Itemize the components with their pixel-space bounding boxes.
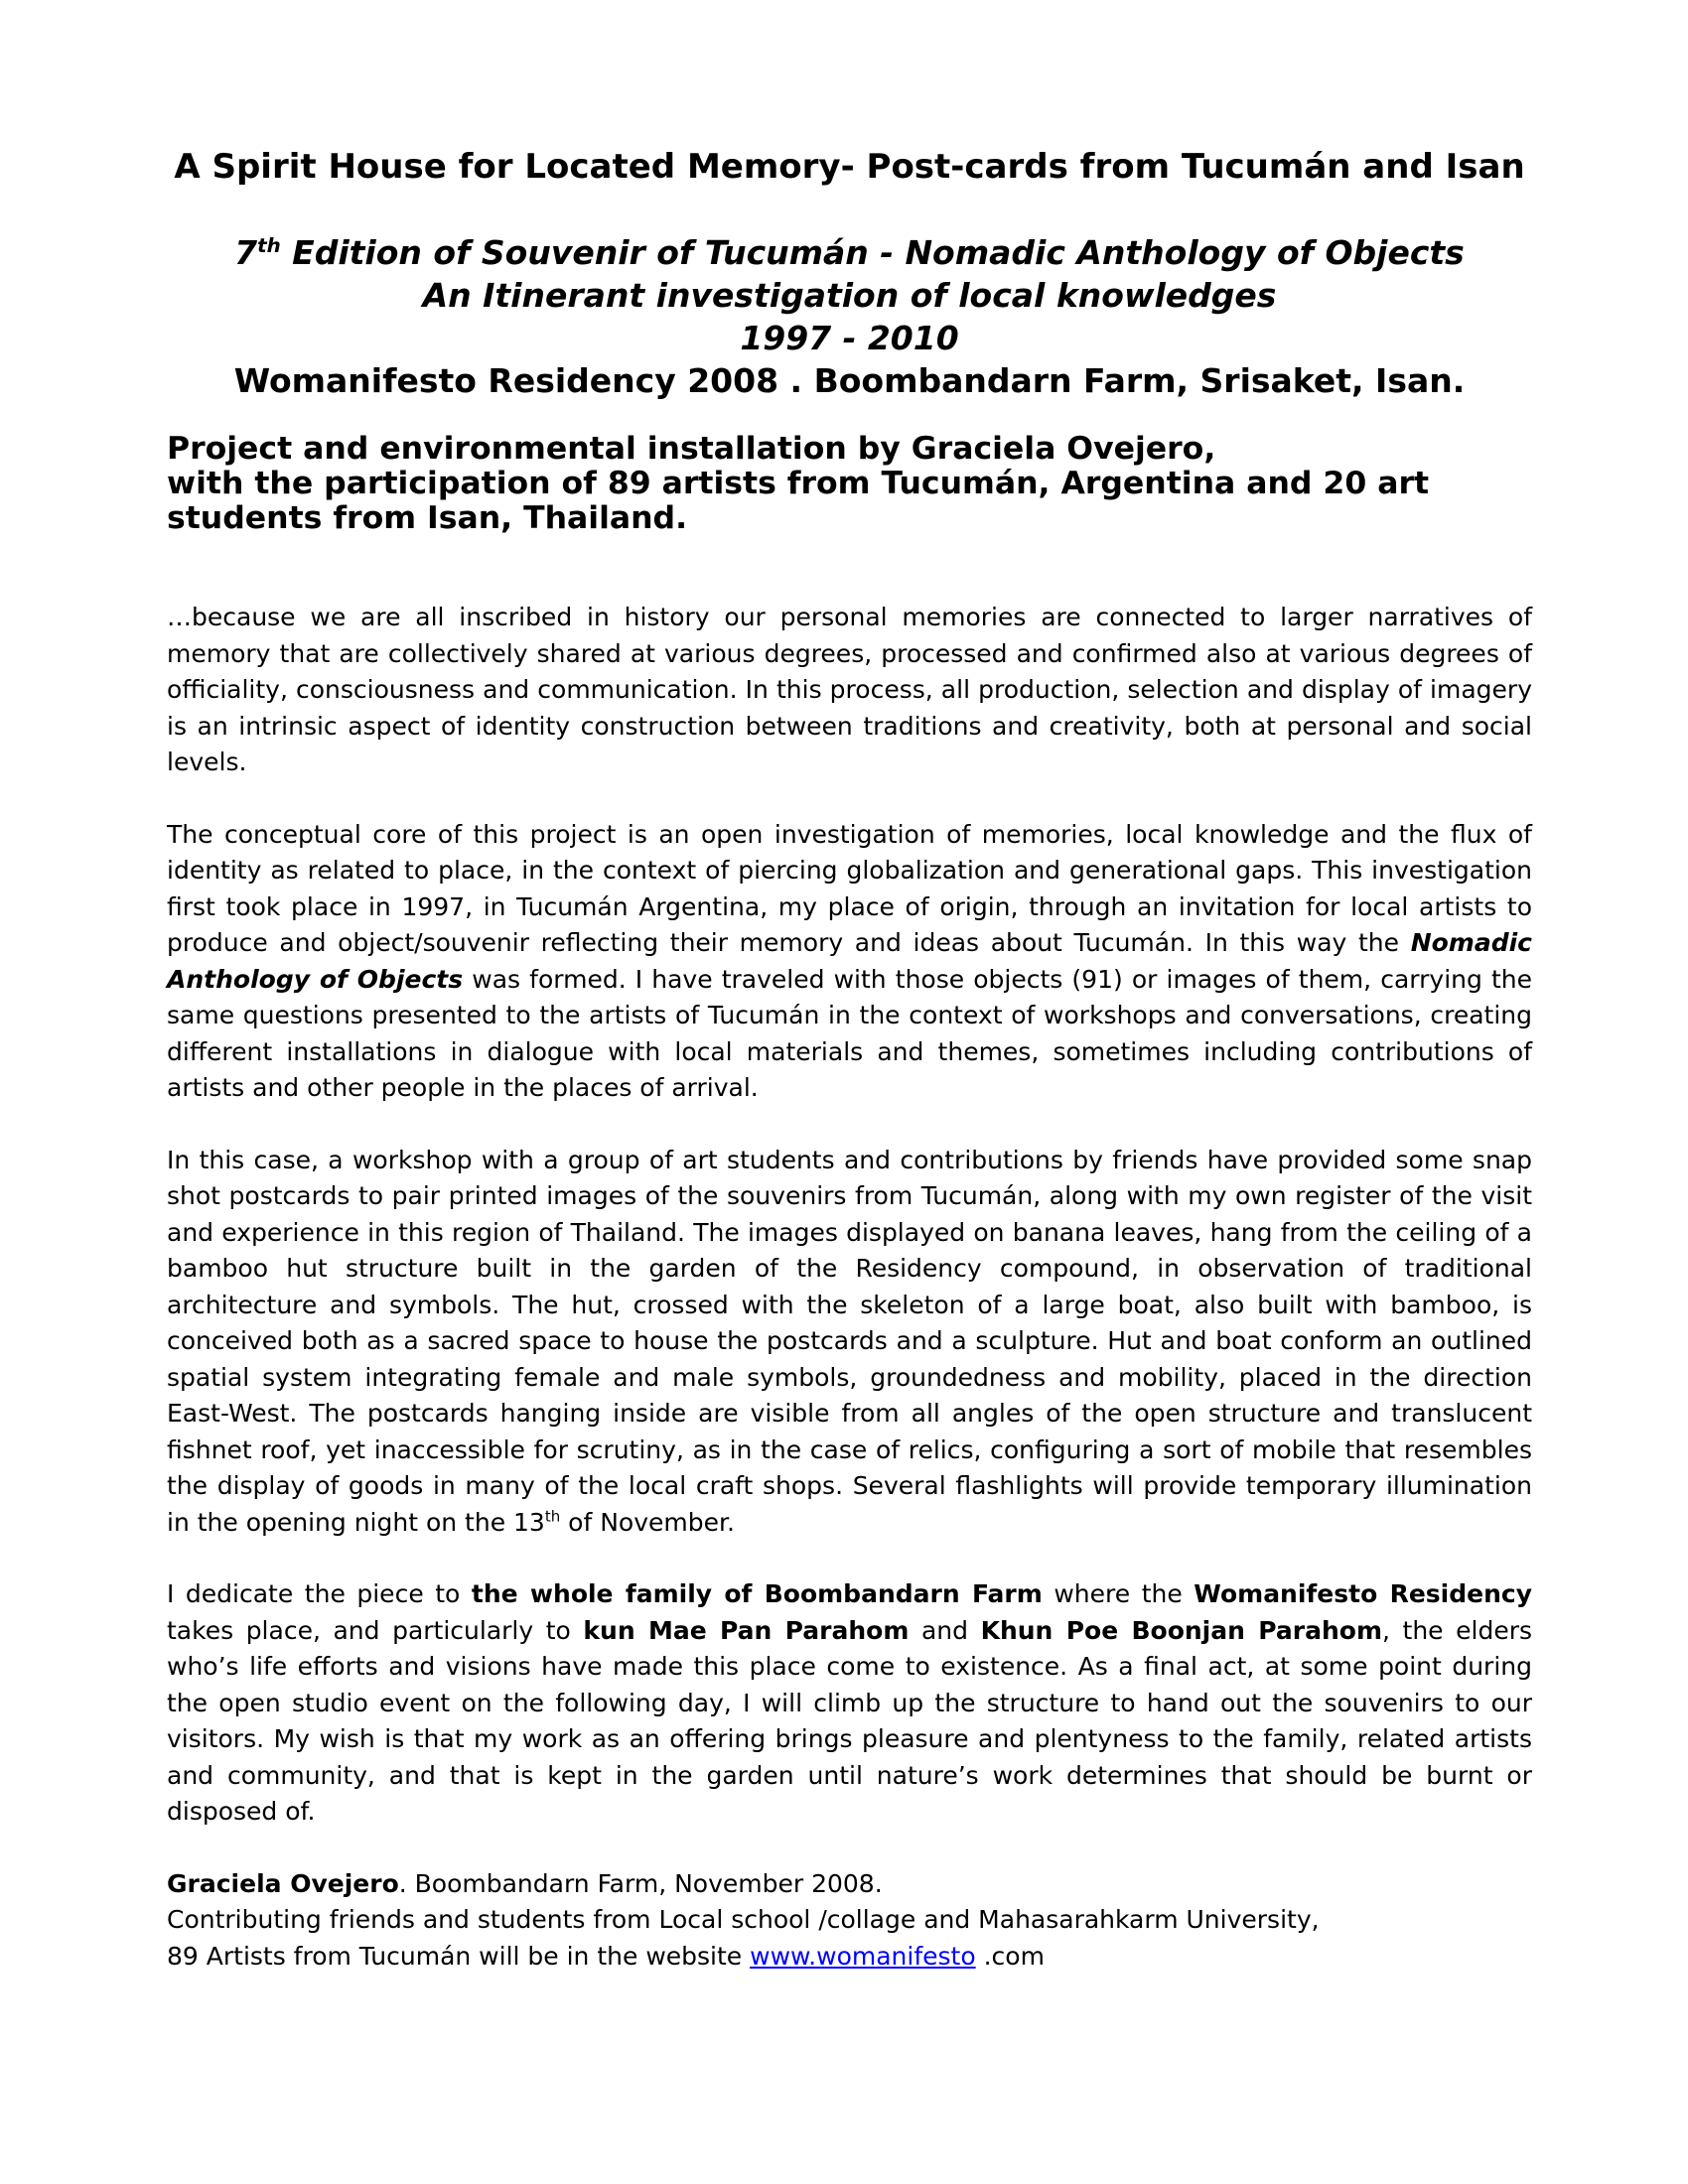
project-heading-line-2: with the participation of 89 artists from Tucumán, Argentina and 20 art — [167, 466, 1430, 501]
text-segment: The conceptual core of this project is an open investigation of memories, local knowledge and the flux of identity as related to place, in the context of piercing globalization and generational gaps. This investigation first took place in 1997, in Tucumán Argentina, my place of origin, through an invitation for local artists to produce and object/souvenir reflecting their memory and ideas about Tucumán. In this way the — [167, 819, 1532, 957]
signature-line — [167, 1866, 1532, 1903]
text-segment: Nomadic Anthology of Objects — [167, 928, 1532, 994]
text-segment: of November. — [560, 1507, 735, 1537]
text-segment: …because we are all inscribed in history our personal memories are connected to larger narratives of memory that are collectively shared at various degrees, processed and confirmed also at various degrees of officiality, consciousness and communication. In this process, all production, selection and display of imagery is an intrinsic aspect of identity construction between traditions and creativity, both at personal and social levels. — [167, 603, 1532, 776]
text-segment: Khun Poe Boonjan Parahom — [980, 1615, 1382, 1645]
project-heading-line-3: students from Isan, Thailand. — [167, 500, 688, 536]
document-title: A Spirit House for Located Memory- Post-cards from Tucumán and Isan — [174, 147, 1525, 187]
investigation-line — [167, 274, 1532, 317]
years-line — [167, 317, 1532, 359]
paragraph-workshop — [167, 1143, 1532, 1542]
credits-block — [167, 1866, 1532, 1976]
website-line — [167, 1939, 1532, 1976]
text-segment: .com — [975, 1941, 1045, 1971]
project-heading-line-1: Project and environmental installation by Graciela Ovejero, — [167, 431, 1216, 467]
text-segment: takes place, and particularly to — [167, 1615, 584, 1645]
text-segment: I dedicate the piece to — [167, 1579, 472, 1608]
edition-block — [167, 231, 1532, 402]
text-segment: Contributing friends and students from Local school /collage and Mahasarahkarm University, — [167, 1905, 1320, 1934]
text-segment: Womanifesto Residency 2008 . Boombandarn Farm, Srisaket, Isan. — [233, 361, 1466, 400]
text-segment: 89 Artists from Tucumán will be in the website — [167, 1941, 751, 1971]
text-segment: , the elders who’s life efforts and visions have made this place come to existence. As a final act, at some point during the open studio event on the following day, I will climb up the structure to hand out the souvenirs to our visitors. My wish is that my work as an offering brings pleasure and plentyness to the family, related artists and community, and that is kept in the garden until nature’s work determines that should be burnt or disposed of. — [167, 1615, 1533, 1826]
text-segment: was formed. I have traveled with those objects (91) or images of them, carrying the same questions presented to the artists of Tucumán in the context of workshops and conversations, creating different installations in dialogue with local materials and themes, sometimes including contributions of artists and other people in the places of arrival. — [167, 964, 1532, 1102]
paragraph-memory — [167, 600, 1532, 781]
text-segment: kun Mae Pan Parahom — [583, 1615, 910, 1645]
womanifesto-link[interactable]: www.womanifesto — [750, 1941, 976, 1971]
paragraph-dedication — [167, 1576, 1532, 1831]
superscript-text: th — [544, 1507, 561, 1526]
body-text — [167, 600, 1532, 1831]
project-heading — [167, 432, 1532, 536]
text-segment: and — [909, 1615, 981, 1645]
text-segment: An Itinerant investigation of local knowledges — [422, 276, 1277, 315]
text-segment: Womanifesto Residency — [1194, 1579, 1532, 1608]
text-segment: the whole family of Boombandarn Farm — [471, 1579, 1043, 1608]
text-segment: Graciela Ovejero — [167, 1868, 399, 1898]
text-segment: where the — [1042, 1579, 1195, 1608]
text-segment: In this case, a workshop with a group of art students and contributions by friends have provided some snap shot postcards to pair printed images of the souvenirs from Tucumán, along with my own register of the visit and experience in this region of Thailand. The images displayed on banana leaves, hang from the ceiling of a bamboo hut structure built in the garden of the Residency compound, in observation of traditional architecture and symbols. The hut, crossed with the skeleton of a large boat, also built with bamboo, is conceived both as a sacred space to house the postcards and a sculpture. Hut and boat conform an outlined spatial system integrating female and male symbols, groundedness and mobility, placed in the direction East-West. The postcards hanging inside are visible from all angles of the open structure and translucent fishnet roof, yet inaccessible for scrutiny, as in the case of relics, configuring a sort of mobile that resembles the display of goods in many of the local craft shops. Several flashlights will provide temporary illumination in the opening night on the 13 — [167, 1145, 1532, 1537]
paragraph-conceptual-core — [167, 817, 1532, 1107]
residency-line — [167, 359, 1532, 402]
text-segment: Edition of Souvenir of Tucumán - Nomadic Anthology of Objects — [280, 233, 1465, 272]
text-segment: 1997 - 2010 — [740, 319, 959, 357]
contributors-line — [167, 1902, 1532, 1939]
edition-line — [167, 231, 1532, 274]
text-segment: . Boombandarn Farm, November 2008. — [398, 1868, 883, 1898]
text-segment: 7 — [234, 233, 258, 272]
superscript-text: th — [257, 234, 281, 257]
